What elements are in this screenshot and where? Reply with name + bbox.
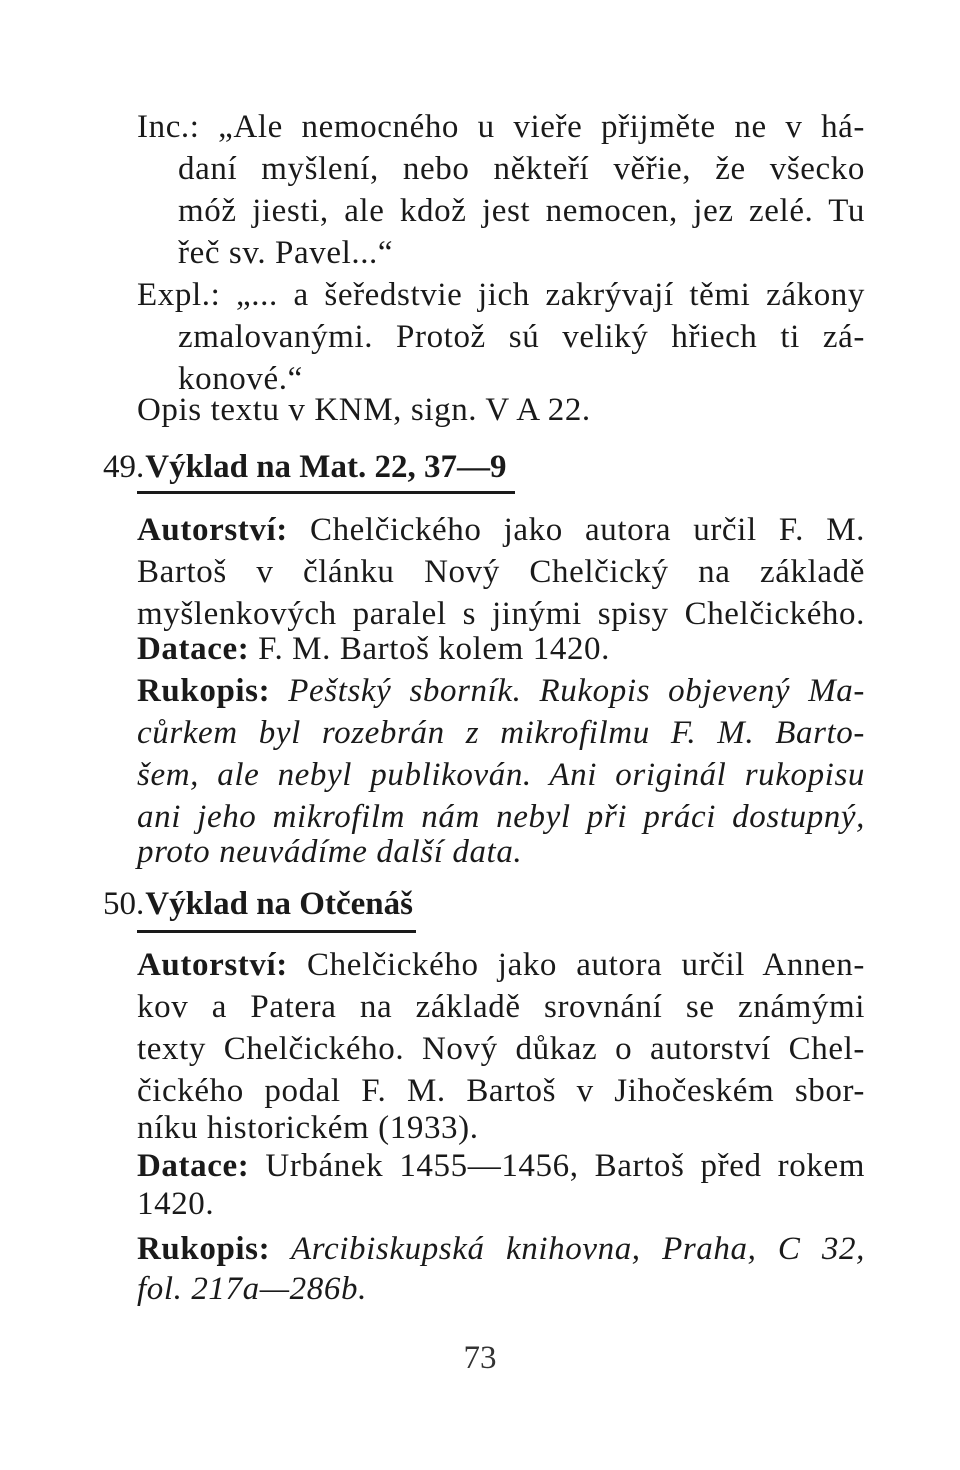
explicit-line-3: konové.“ [178,361,303,397]
entry-50-number: 50. [103,886,145,922]
entry-50-autorstvi-line-4: čického podal F. M. Bartoš v Jihočeském sbor- [137,1073,865,1109]
entry-49-autorstvi-line-3: myšlenkových paralel s jinými spisy Chelčického. [137,596,865,632]
incipit-line-1: Inc.: „Ale nemocného u vieře přijměte ne v há- [137,109,865,145]
entry-50-autorstvi-line-5: níku historickém (1933). [137,1110,479,1146]
explicit-line-2: zmalovanými. Protož sú veliký hřiech ti zá- [178,319,865,355]
incipit-line-2: daní myšlení, nebo někteří věřie, že všecko [178,151,865,187]
entry-49-rukopis-line-3: šem, ale nebyl publikován. Ani originál rukopisu [137,757,865,793]
rukopis-text: Peštský sborník. Rukopis objevený Ma- [270,673,865,709]
entry-49-rukopis-line-2: cůrkem byl rozebrán z mikrofilmu F. M. Barto- [137,715,865,751]
entry-49-rule [137,491,515,494]
entry-50-datace-line-1 [137,1146,865,1186]
autorstvi-label: Autorství: [137,947,288,983]
entry-49-autorstvi-line-2: Bartoš v článku Nový Chelčický na základě [137,554,865,590]
entry-49-heading [103,447,506,487]
incipit-line-3: móž jiesti, ale kdož jest nemocen, jez zelé. Tu [178,193,865,229]
autorstvi-label: Autorství: [137,512,288,548]
entry-50-title: Výklad na Otčenáš [145,886,413,922]
entry-49-title: Výklad na Mat. 22, 37—9 [145,449,507,485]
entry-49-autorstvi-line-1 [137,510,865,550]
entry-49-datace [137,629,865,669]
autorstvi-text: Chelčického jako autora určil F. M. [287,512,865,548]
entry-49-rukopis-line-1 [137,671,865,711]
rukopis-text: Arcibiskupská knihovna, Praha, C 32, [270,1231,865,1267]
entry-50-heading [103,884,413,924]
copy-note: Opis textu v KNM, sign. V A 22. [137,392,591,428]
entry-50-datace-line-2: 1420. [137,1186,215,1222]
entry-50-rukopis-line-1 [137,1229,865,1269]
entry-50-autorstvi-line-3: texty Chelčického. Nový důkaz o autorství Chel- [137,1031,865,1067]
datace-label: Datace: [137,1148,250,1184]
incipit-line-4: řeč sv. Pavel...“ [178,235,394,271]
entry-50-rukopis-line-2: fol. 217a—286b. [137,1271,367,1307]
entry-49-rukopis-line-5: proto neuvádíme další data. [137,834,523,870]
datace-label: Datace: [137,631,250,667]
datace-text: F. M. Bartoš kolem 1420. [249,631,611,667]
entry-50-autorstvi-line-1 [137,945,865,985]
entry-50-rule [137,930,416,933]
explicit-line-1: Expl.: „... a šeředstvie jich zakrývají těmi zákony [137,277,865,313]
autorstvi-text: Chelčického jako autora určil Annen- [287,947,865,983]
entry-49-rukopis-line-4: ani jeho mikrofilm nám nebyl při práci dostupný, [137,799,865,835]
page-number: 73 [463,1340,497,1376]
rukopis-label: Rukopis: [137,673,271,709]
datace-text: Urbánek 1455—1456, Bartoš před rokem [249,1148,865,1184]
entry-49-number: 49. [103,449,145,485]
entry-50-autorstvi-line-2: kov a Patera na základě srovnání se známými [137,989,865,1025]
rukopis-label: Rukopis: [137,1231,271,1267]
